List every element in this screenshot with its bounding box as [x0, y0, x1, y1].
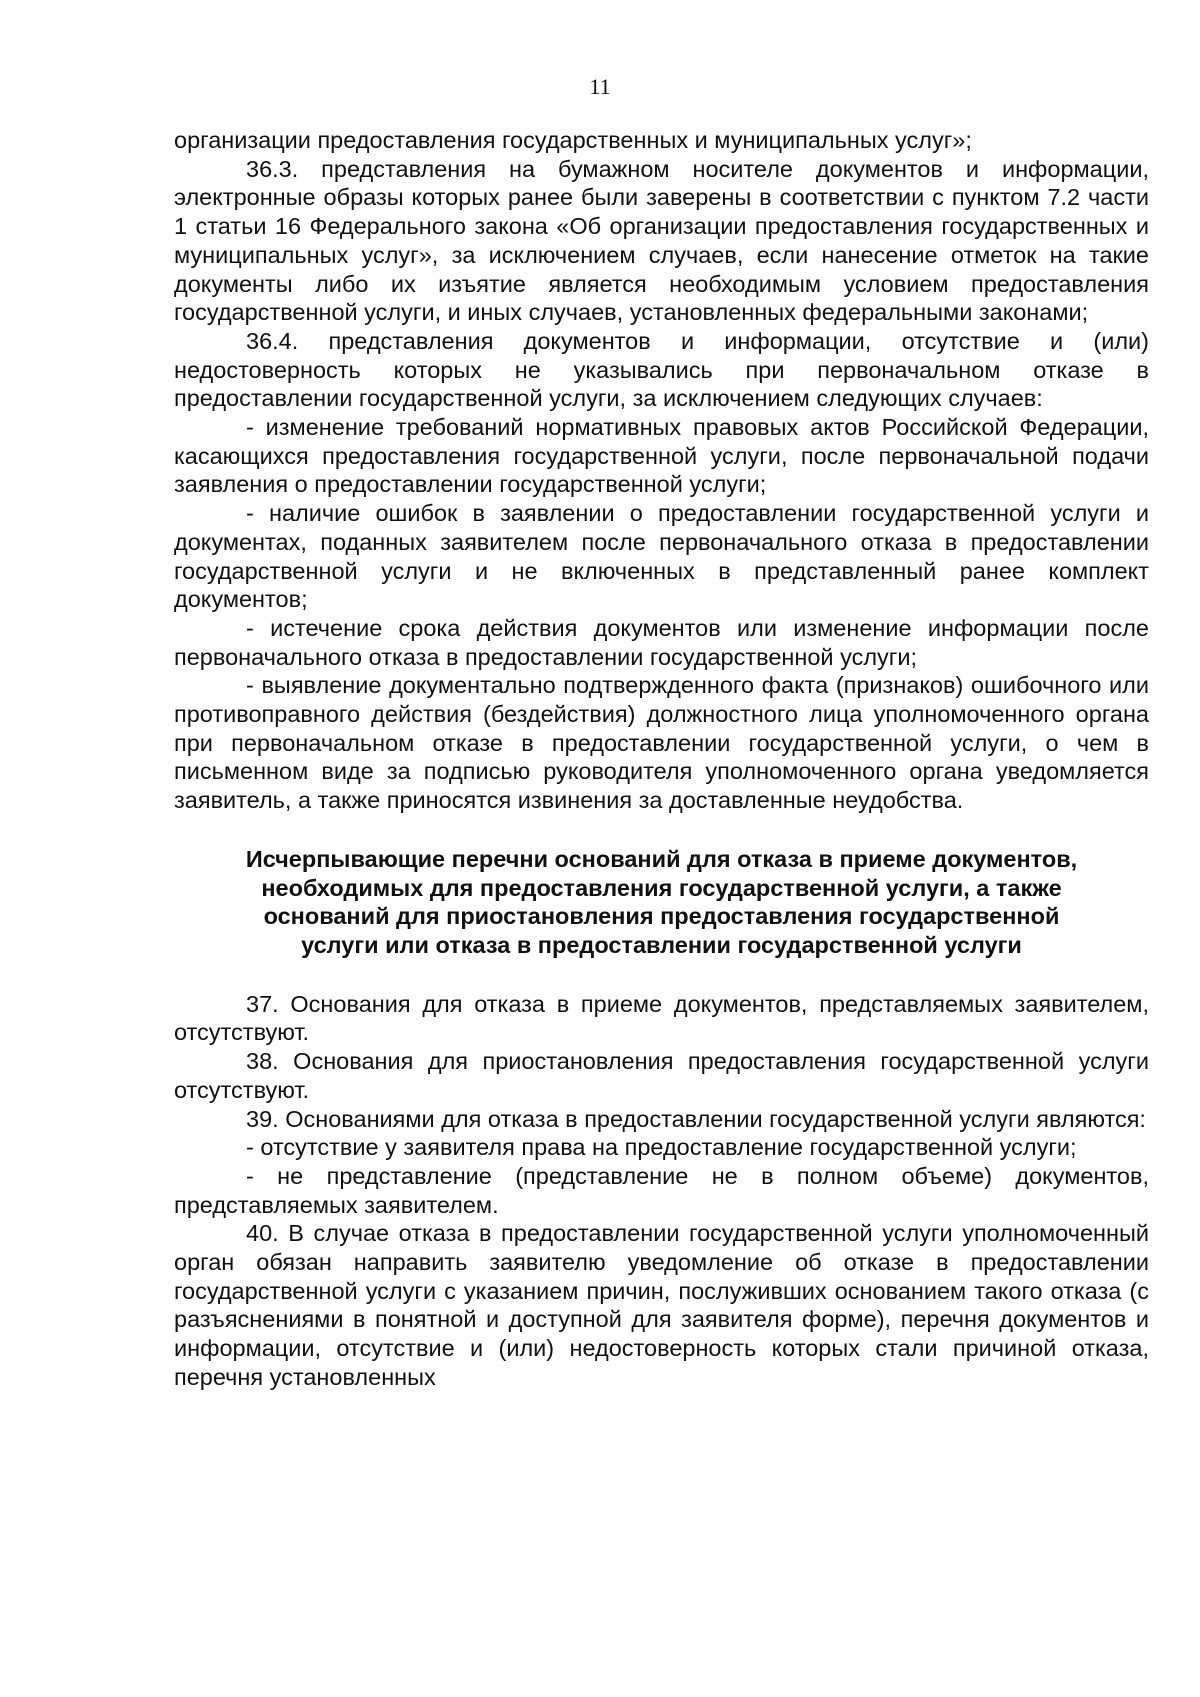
- section-heading: Исчерпывающие перечни оснований для отказа в приеме документов, необходимых для предоставления государственной услуги, а также оснований для приостановления предоставления государственной услуги или отказа в предоставлении государственной услуги: [245, 845, 1078, 958]
- paragraph-37: 37. Основания для отказа в приеме документов, представляемых заявителем, отсутствуют.: [174, 990, 1149, 1046]
- page-number: 11: [589, 74, 611, 99]
- list-item-missing-documents: - не представление (представление не в полном объеме) документов, представляемых заявителем.: [174, 1162, 1149, 1218]
- list-item-errors-in-application: - наличие ошибок в заявлении о предоставлении государственной услуги и документах, поданных заявителем после первоначального отказа в предоставлении государственной услуги и не включенных в представленный ранее комплект документов;: [174, 500, 1149, 613]
- list-item-official-error: - выявление документально подтвержденного факта (признаков) ошибочного или противоправного действия (бездействия) должностного лица уполномоченного органа при первоначальном отказе в предоставлении государственной услуги, о чем в письменном виде за подписью руководителя уполномоченного органа уведомляется заявитель, а также приносятся извинения за доставленные неудобства.: [174, 672, 1149, 814]
- paragraph-38: 38. Основания для приостановления предоставления государственной услуги отсутствуют.: [174, 1048, 1149, 1103]
- paragraph-40: 40. В случае отказа в предоставлении государственной услуги уполномоченный орган обязан направить заявителю уведомление об отказе в предоставлении государственной услуги с указанием причин, послуживших основанием такого отказа (с разъяснениями в понятной и доступной для заявителя форме), перечня документов и информации, отсутствие и (или) недостоверность которых стали причиной отказа, перечня установленных: [174, 1220, 1149, 1390]
- paragraph-39: 39. Основаниями для отказа в предоставлении государственной услуги являются:: [246, 1105, 1146, 1132]
- paragraph-36-4: 36.4. представления документов и информации, отсутствие и (или) недостоверность которых не указывались при первоначальном отказе в предоставлении государственной услуги, за исключением следующих случаев:: [174, 327, 1149, 412]
- list-item-no-right: - отсутствие у заявителя права на предоставление государственной услуги;: [246, 1134, 1077, 1161]
- paragraph-36-3: 36.3. представления на бумажном носителе документов и информации, электронные образы которых ранее были заверены в соответствии с пунктом 7.2 части 1 статьи 16 Федерального закона «Об организации предоставления государственных и муниципальных услуг», за исключением случаев, если нанесение отметок на такие документы либо их изъятие является необходимым условием предоставления государственной услуги, и иных случаев, установленных федеральными законами;: [174, 155, 1149, 326]
- paragraph-continuation: организации предоставления государственных и муниципальных услуг»;: [174, 127, 972, 153]
- list-item-document-expiry: - истечение срока действия документов или изменение информации после первоначального отказа в предоставлении государственной услуги;: [174, 614, 1149, 670]
- document-body: [174, 126, 1149, 1392]
- list-item-requirements-change: - изменение требований нормативных правовых актов Российской Федерации, касающихся предоставления государственной услуги, после первоначальной подачи заявления о предоставлении государственной услуги;: [174, 414, 1149, 498]
